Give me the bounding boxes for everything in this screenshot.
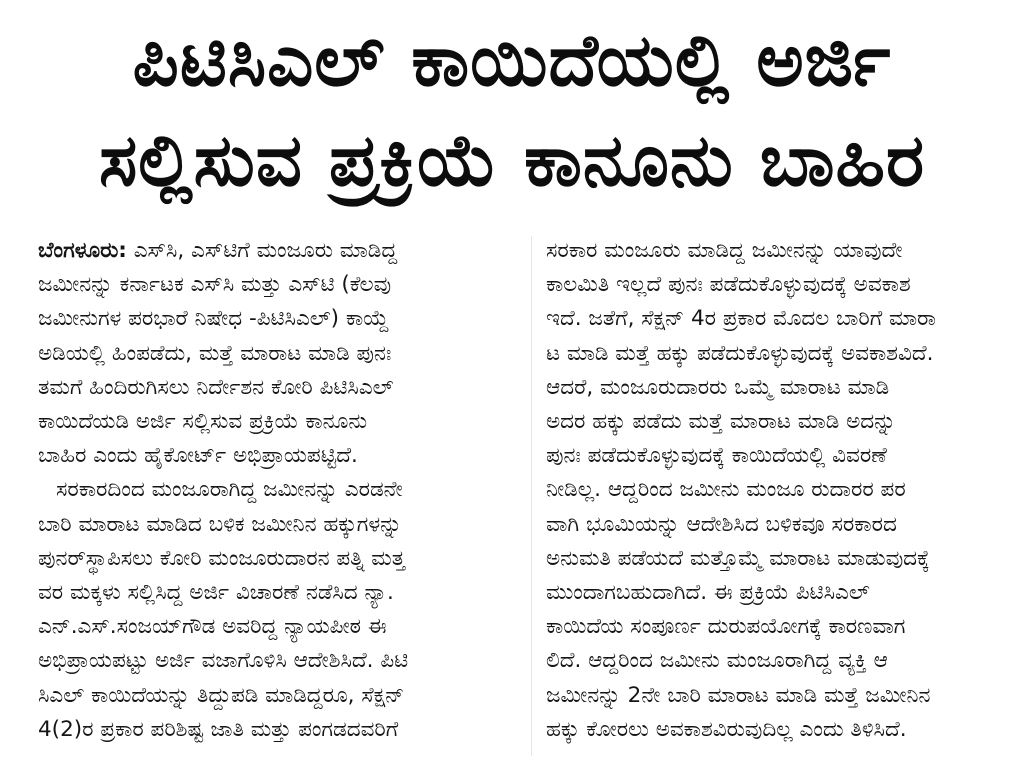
article-line: ಅನುಮತಿ ಪಡೆಯದೆ ಮತ್ತೊಮ್ಮೆ ಮಾರಾಟ ಮಾಡುವುದಕ್ಕೆ <box>546 545 930 571</box>
article-line: ಹಕ್ಕು ಕೋರಲು ಅವಕಾಶವಿರುವುದಿಲ್ಲ ಎಂದು ತಿಳಿಸಿದೆ. <box>546 716 907 742</box>
article-line: ಅಡಿಯಲ್ಲಿ ಹಿಂಪಡೆದು, ಮತ್ತೆ ಮಾರಾಟ ಮಾಡಿ ಪುನಃ <box>38 340 392 366</box>
article-line: ಆದರೆ, ಮಂಜೂರುದಾರರು ಒಮ್ಮೆ ಮಾರಾಟ ಮಾಡಿ <box>546 374 890 400</box>
article-column-right <box>546 234 1014 747</box>
article-line: ಕಾಯಿದೆಯಡಿ ಅರ್ಜಿ ಸಲ್ಲಿಸುವ ಪ್ರಕ್ರಿಯೆ ಕಾನೂನು <box>38 409 368 435</box>
dateline: ಬೆಂಗಳೂರು: <box>38 238 127 263</box>
article-line: ನೀಡಿಲ್ಲ. ಆದ್ದರಿಂದ ಜಮೀನು ಮಂಜೂ ರುದಾರರ ಪರ <box>546 477 906 503</box>
article-line: ವಾಗಿ ಭೂಮಿಯನ್ನು ಆದೇಶಿಸಿದ ಬಳಿಕವೂ ಸರಕಾರದ <box>546 511 897 537</box>
article-line: ಜಮೀನುಗಳ ಪರಭಾರೆ ನಿಷೇಧ -ಪಿಟಿಸಿಎಲ್) ಕಾಯ್ದೆ <box>38 306 389 332</box>
headline-line-2: ಸಲ್ಲಿಸುವ ಪ್ರಕ್ರಿಯೆ ಕಾನೂನು ಬಾಹಿರ <box>98 118 926 202</box>
article-line: ಬಾರಿ ಮಾರಾಟ ಮಾಡಿದ ಬಳಿಕ ಜಮೀನಿನ ಹಕ್ಕುಗಳನ್ನು <box>38 511 402 537</box>
article-line: ಬಾಹಿರ ಎಂದು ಹೈಕೋರ್ಟ್ ಅಭಿಪ್ರಾಯಪಟ್ಟಿದೆ. <box>38 443 358 469</box>
article-line: ಅಭಿಪ್ರಾಯಪಟ್ಟು ಅರ್ಜಿ ವಜಾಗೊಳಿಸಿ ಆದೇಶಿಸಿದೆ. ಪಿಟಿ <box>38 648 409 674</box>
article-line-text: ಎಸ್‌ಸಿ, ಎಸ್‌ಟಿಗೆ ಮಂಜೂರು ಮಾಡಿದ್ದ <box>133 238 398 263</box>
article-line: ಲಿದೆ. ಆದ್ದರಿಂದ ಜಮೀನು ಮಂಜೂರಾಗಿದ್ದ ವ್ಯಕ್ತಿ ಆ <box>546 648 888 674</box>
article-line: ಅದರ ಹಕ್ಕು ಪಡೆದು ಮತ್ತೆ ಮಾರಾಟ ಮಾಡಿ ಅದನ್ನು <box>546 409 896 435</box>
article-line: ಇದೆ. ಜತೆಗೆ, ಸೆಕ್ಷನ್ 4ರ ಪ್ರಕಾರ ಮೊದಲ ಬಾರಿಗೆ ಮಾರಾ <box>546 306 937 332</box>
column-divider <box>531 236 532 756</box>
article-column-left <box>38 234 516 747</box>
article-line <box>38 234 516 268</box>
article-line: 4(2)ರ ಪ್ರಕಾರ ಪರಿಶಿಷ್ಟ ಜಾತಿ ಮತ್ತು ಪಂಗಡದವರಿಗೆ <box>38 716 399 742</box>
article-line: ಎನ್.ಎಸ್.ಸಂಜಯ್‌ಗೌಡ ಅವರಿದ್ದ ನ್ಯಾಯಪೀಠ ಈ <box>38 614 387 640</box>
article-line: ಸಿಎಲ್ ಕಾಯಿದೆಯನ್ನು ತಿದ್ದುಪಡಿ ಮಾಡಿದ್ದರೂ, ಸೆಕ್ಷನ್ <box>38 682 405 708</box>
headline-line-1: ಪಿಟಿಸಿಎಲ್ ಕಾಯಿದೆಯಲ್ಲಿ ಅರ್ಜಿ <box>132 18 892 102</box>
article-line: ಕಾಲಮಿತಿ ಇಲ್ಲದೆ ಪುನಃ ಪಡೆದುಕೊಳ್ಳುವುದಕ್ಕೆ ಅವಕಾಶ <box>546 272 911 298</box>
article-line: ವರ ಮಕ್ಕಳು ಸಲ್ಲಿಸಿದ್ದ ಅರ್ಜಿ ವಿಚಾರಣೆ ನಡೆಸಿದ ನ್ಯಾ. <box>38 580 394 606</box>
article-line: ಮುಂದಾಗಬಹುದಾಗಿದೆ. ಈ ಪ್ರಕ್ರಿಯೆ ಪಿಟಿಸಿಎಲ್ <box>546 580 870 606</box>
article-line: ಜಮೀನನ್ನು ಕರ್ನಾಟಕ ಎಸ್‌ಸಿ ಮತ್ತು ಎಸ್‌ಟಿ (ಕೆಲವು <box>38 272 392 298</box>
article-line: ತಮಗೆ ಹಿಂದಿರುಗಿಸಲು ನಿರ್ದೇಶನ ಕೋರಿ ಪಿಟಿಸಿಎಲ್ <box>38 374 394 400</box>
article-line: ಜಮೀನನ್ನು 2ನೇ ಬಾರಿ ಮಾರಾಟ ಮಾಡಿ ಮತ್ತೆ ಜಮೀನಿನ <box>546 682 931 708</box>
article-line: ಪುನರ್‌ಸ್ಥಾಪಿಸಲು ಕೋರಿ ಮಂಜೂರುದಾರನ ಪತ್ನಿ ಮತ್ತ <box>38 545 405 571</box>
article-line: ಕಾಯಿದೆಯ ಸಂಪೂರ್ಣ ದುರುಪಯೋಗಕ್ಕೆ ಕಾರಣವಾಗ <box>546 614 906 640</box>
article-line: ಸರಕಾರ ಮಂಜೂರು ಮಾಡಿದ್ದ ಜಮೀನನ್ನು ಯಾವುದೇ <box>546 238 903 263</box>
article-line: ಸರಕಾರದಿಂದ ಮಂಜೂರಾಗಿದ್ದ ಜಮೀನನ್ನು ಎರಡನೇ <box>56 477 403 503</box>
article-line: ಟ ಮಾಡಿ ಮತ್ತೆ ಹಕ್ಕು ಪಡೆದುಕೊಳ್ಳುವುದಕ್ಕೆ ಅವಕಾಶವಿದೆ. <box>546 340 934 366</box>
article-line: ಪುನಃ ಪಡೆದುಕೊಳ್ಳುವುದಕ್ಕೆ ಕಾಯಿದೆಯಲ್ಲಿ ವಿವರಣೆ <box>546 443 887 469</box>
